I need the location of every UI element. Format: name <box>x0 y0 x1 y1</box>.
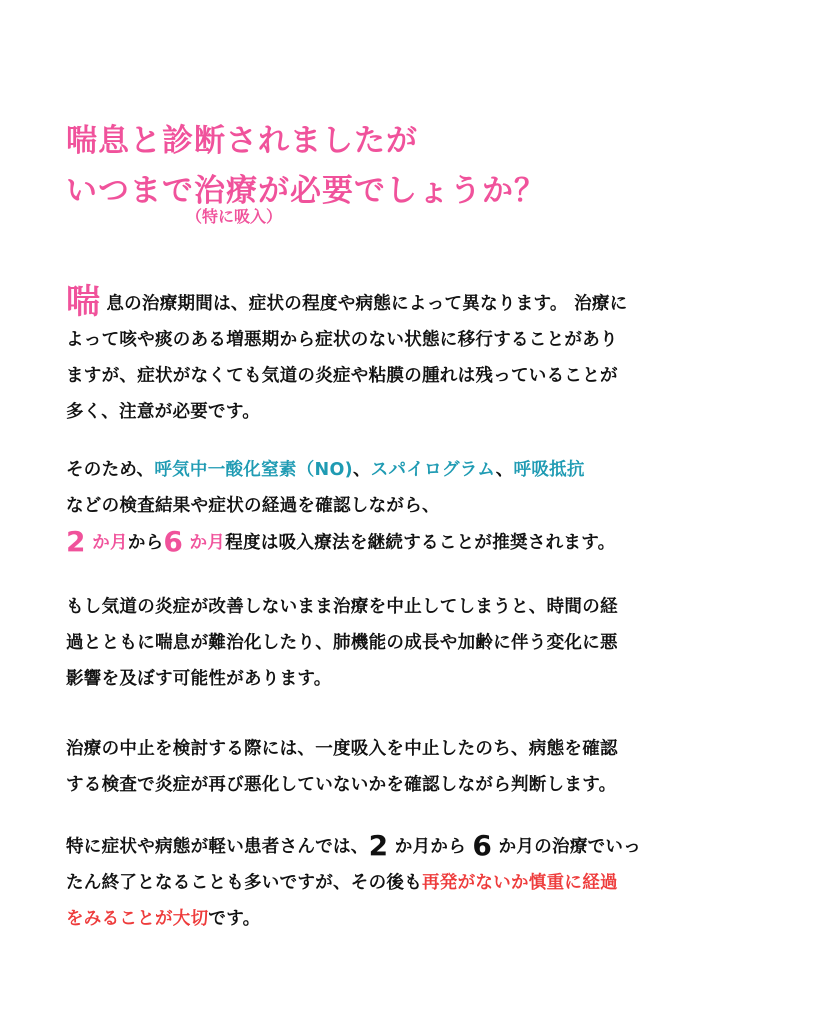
para3-line-1: もし気道の炎症が改善しないまま治療を中止してしまうと、時間の経 <box>66 597 618 617</box>
from-text: から <box>127 533 164 553</box>
para3-line-2: 過とともに喘息が難治化したり、肺機能の成長や加齢に伴う変化に悪 <box>66 633 618 653</box>
para4-line-1: 治療の中止を検討する際には、一度吸入を中止したのち、病態を確認 <box>66 739 618 759</box>
para5-pre: 特に症状や病態が軽い患者さんでは、 <box>66 837 369 857</box>
term-respiratory-resistance: 呼吸抵抗 <box>513 460 585 480</box>
para5-line-2 <box>66 865 756 901</box>
para2-pre: そのため、 <box>66 460 155 480</box>
paragraph-treatment-period <box>66 284 756 430</box>
para1-line-2: よって咳や痰のある増悪期から症状のない状態に移行することがあり <box>66 330 618 350</box>
title-line-2: いつまで治療が必要でしょうか？ <box>66 173 546 209</box>
unit-months: か月 <box>189 533 226 553</box>
para5-line-1 <box>66 828 756 865</box>
para1-line-1 <box>66 284 756 322</box>
separator: 、 <box>495 460 514 480</box>
highlight-recurrence: 再発がないか慎重に経過 <box>422 873 618 893</box>
months-treatment: か月の治療でいっ <box>498 837 642 857</box>
para3-line-3: 影響を及ぼす可能性があります。 <box>66 669 332 689</box>
title-subtitle: （特に吸入） <box>186 207 283 226</box>
number-6: 6 <box>472 829 493 862</box>
separator: 、 <box>352 460 371 480</box>
para2-line-1 <box>66 452 756 488</box>
drop-cap: 喘 <box>66 282 101 322</box>
para2-tail: 程度は吸入療法を継続することが推奨されます。 <box>225 533 616 553</box>
para4-line-2: する検査で炎症が再び悪化していないかを確認しながら判断します。 <box>66 775 617 795</box>
unit-months: か月 <box>92 533 128 553</box>
number-2: 2 <box>66 525 86 558</box>
para2-line-3 <box>66 524 756 561</box>
months-from: か月から <box>394 837 467 857</box>
term-spirogram: スパイログラム <box>370 460 496 480</box>
page-title <box>66 116 546 216</box>
term-exhaled-no: 呼気中一酸化窒素（NO) <box>154 460 353 480</box>
paragraph-risks <box>66 589 756 697</box>
number-6: 6 <box>163 525 184 558</box>
highlight-important: をみることが大切 <box>66 909 209 929</box>
para1-text-1: 息の治療期間は、症状の程度や病態によって異なります。 治療に <box>106 294 628 314</box>
para2-line-2: などの検査結果や症状の経過を確認しながら、 <box>66 496 440 516</box>
para1-line-4: 多く、注意が必要です。 <box>66 402 261 422</box>
para5-line2-pre: たん終了となることも多いですが、その後も <box>66 873 422 893</box>
paragraph-discontinuation <box>66 731 756 803</box>
para1-line-3: ますが、症状がなくても気道の炎症や粘膜の腫れは残っていることが <box>66 366 618 386</box>
paragraph-mild-patients <box>66 828 756 937</box>
paragraph-tests <box>66 452 756 561</box>
title-line-1: 喘息と診断されましたが <box>66 123 418 159</box>
para5-end: です。 <box>208 909 261 929</box>
number-2: 2 <box>368 829 389 862</box>
para5-line-3 <box>66 901 756 937</box>
